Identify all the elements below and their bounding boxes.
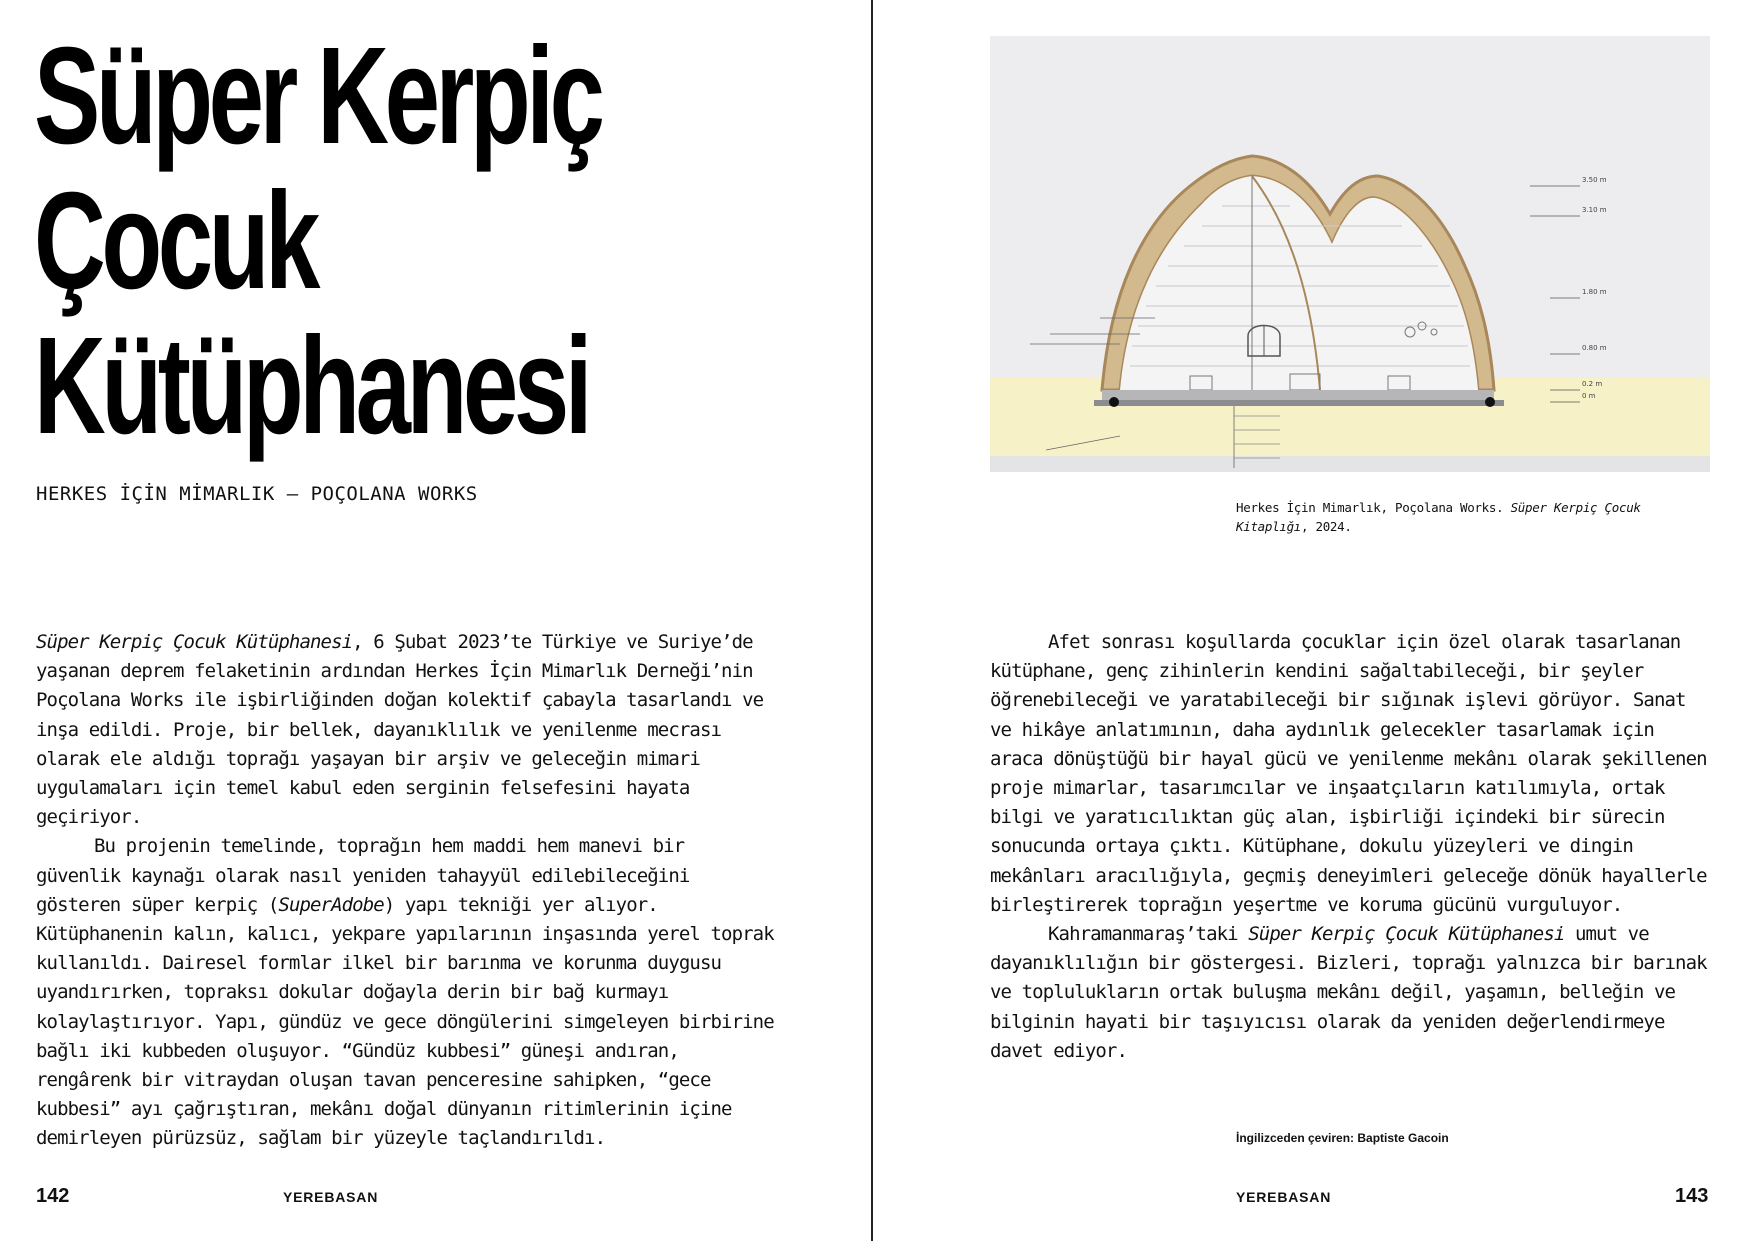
project-name-italic: Süper Kerpiç Çocuk Kütüphanesi (36, 631, 353, 653)
level-label-6: 0 m (1582, 392, 1596, 400)
running-title-left: YEREBASAN (283, 1189, 379, 1205)
title-line-1: Süper Kerpiç (34, 19, 601, 173)
right-body-text (990, 628, 1710, 1066)
caption-work-title: Süper Kerpiç Çocuk Kitaplığı (1236, 500, 1641, 534)
section-drawing-figure (990, 36, 1710, 472)
title-line-2: Çocuk (34, 164, 317, 318)
page-number-right: 143 (1675, 1185, 1709, 1207)
right-paragraph-2-text-a: Kahramanmaraş’taki (1048, 923, 1249, 946)
article-title (34, 19, 601, 463)
right-paragraph-2 (990, 920, 1710, 1066)
left-paragraph-1 (36, 628, 776, 832)
left-body-text (36, 628, 776, 1154)
superadobe-italic: SuperAdobe (278, 893, 384, 916)
left-page (0, 0, 871, 1241)
right-paragraph-2-text-b: umut ve dayanıklılığın bir göstergesi. Bizleri, toprağı yalnızca bir barınak ve toplulukların ortak buluşma mekânı değil, yaşamın, belleğin ve bilginin hayati bir taşıyıcısı olarak da yeniden değerlendirmeye davet ediyor. (990, 923, 1707, 1062)
level-label-1: 3.50 m (1582, 176, 1607, 184)
caption-credit: Herkes İçin Mimarlık, Poçolana Works. (1236, 500, 1511, 515)
running-title-right: YEREBASAN (1236, 1189, 1332, 1205)
right-paragraph-1: Afet sonrası koşullarda çocuklar için özel olarak tasarlanan kütüphane, genç zihinlerin kendini sağaltabileceği, bir şeyler öğrenebileceği ve yaratabileceği bir sığınak işlevi görüyor. Sanat ve hikâye anlatımının, daha aydınlık gelecekler tasarlamak için araca dönüştüğü bir hayal gücü ve yenilenme mekânı olarak şekillenen proje mimarlar, tasarımcılar ve inşaatçıların katılımıyla, ortak bilgi ve yaratıcılıktan güç alan, işbirliği içindeki bir sürecin sonucunda ortaya çıktı. Kütüphane, dokulu yüzeyleri ve dingin mekânları aracılığıyla, geçmiş deneyimleri geleceğe dönük hayallerle birleştirerek toprağın yeşertme ve koruma gücünü vurguluyor. (990, 631, 1707, 916)
level-label-5: 0.2 m (1582, 380, 1603, 388)
left-paragraph-2-text-b: ) yapı tekniği yer alıyor. Kütüphanenin kalın, kalıcı, yekpare yapılarının inşasında yerel toprak kullanıldı. Dairesel formlar ilkel bir barınma ve korunma duygusu uyandırırken, topraksı dokular doğayla derin bir bağ kurmayı kolaylaştırıyor. Yapı, gündüz ve gece döngülerini simgeleyen birbirine bağlı iki kubbeden oluşuyor. “Gündüz kubbesi” güneşi andıran, rengârenk bir vitraydan oluşan tavan penceresine sahipken, “gece kubbesi” ayı çağrıştıran, mekânı doğal dünyanın ritimlerinin içine demirleyen pürüzsüz, sağlam bir yüzeyle taçlandırıldı. (36, 893, 774, 1150)
translator-credit: İngilizceden çeviren: Baptiste Gacoin (1236, 1131, 1449, 1145)
figure-caption (1236, 498, 1656, 536)
left-paragraph-1-text: , 6 Şubat 2023’te Türkiye ve Suriye’de yaşanan deprem felaketinin ardından Herkes İçin Mimarlık Derneği’nin Poçolana Works ile işbirliğinden doğan kolektif çabayla tasarlandı ve inşa edildi. Proje, bir bellek, dayanıklılık ve yenilenme mecrası olarak ele aldığı toprağı yaşayan bir arşiv ve geleceğin mimari uygulamaları için temel kabul eden serginin felsefesini hayata geçiriyor. (36, 631, 764, 829)
left-paragraph-2 (36, 832, 776, 1153)
page-number-left: 142 (36, 1185, 70, 1207)
left-paragraph-2-text-a: Bu projenin temelinde, toprağın hem maddi hem manevi bir güvenlik kaynağı olarak nasıl yeniden tahayyül edilebileceğini gösteren süper kerpiç ( (36, 835, 690, 916)
article-subtitle: HERKES İÇİN MİMARLIK – POÇOLANA WORKS (36, 483, 478, 505)
dome-section-drawing (990, 36, 1710, 472)
spine-divider (871, 0, 873, 1241)
right-page (875, 0, 1748, 1241)
project-name-italic-right: Süper Kerpiç Çocuk Kütüphanesi (1248, 923, 1565, 946)
title-line-3: Kütüphanesi (34, 309, 589, 463)
level-label-2: 3.10 m (1582, 206, 1607, 214)
level-label-4: 0.80 m (1582, 344, 1607, 352)
caption-year: , 2024. (1301, 519, 1352, 534)
level-label-3: 1.80 m (1582, 288, 1607, 296)
